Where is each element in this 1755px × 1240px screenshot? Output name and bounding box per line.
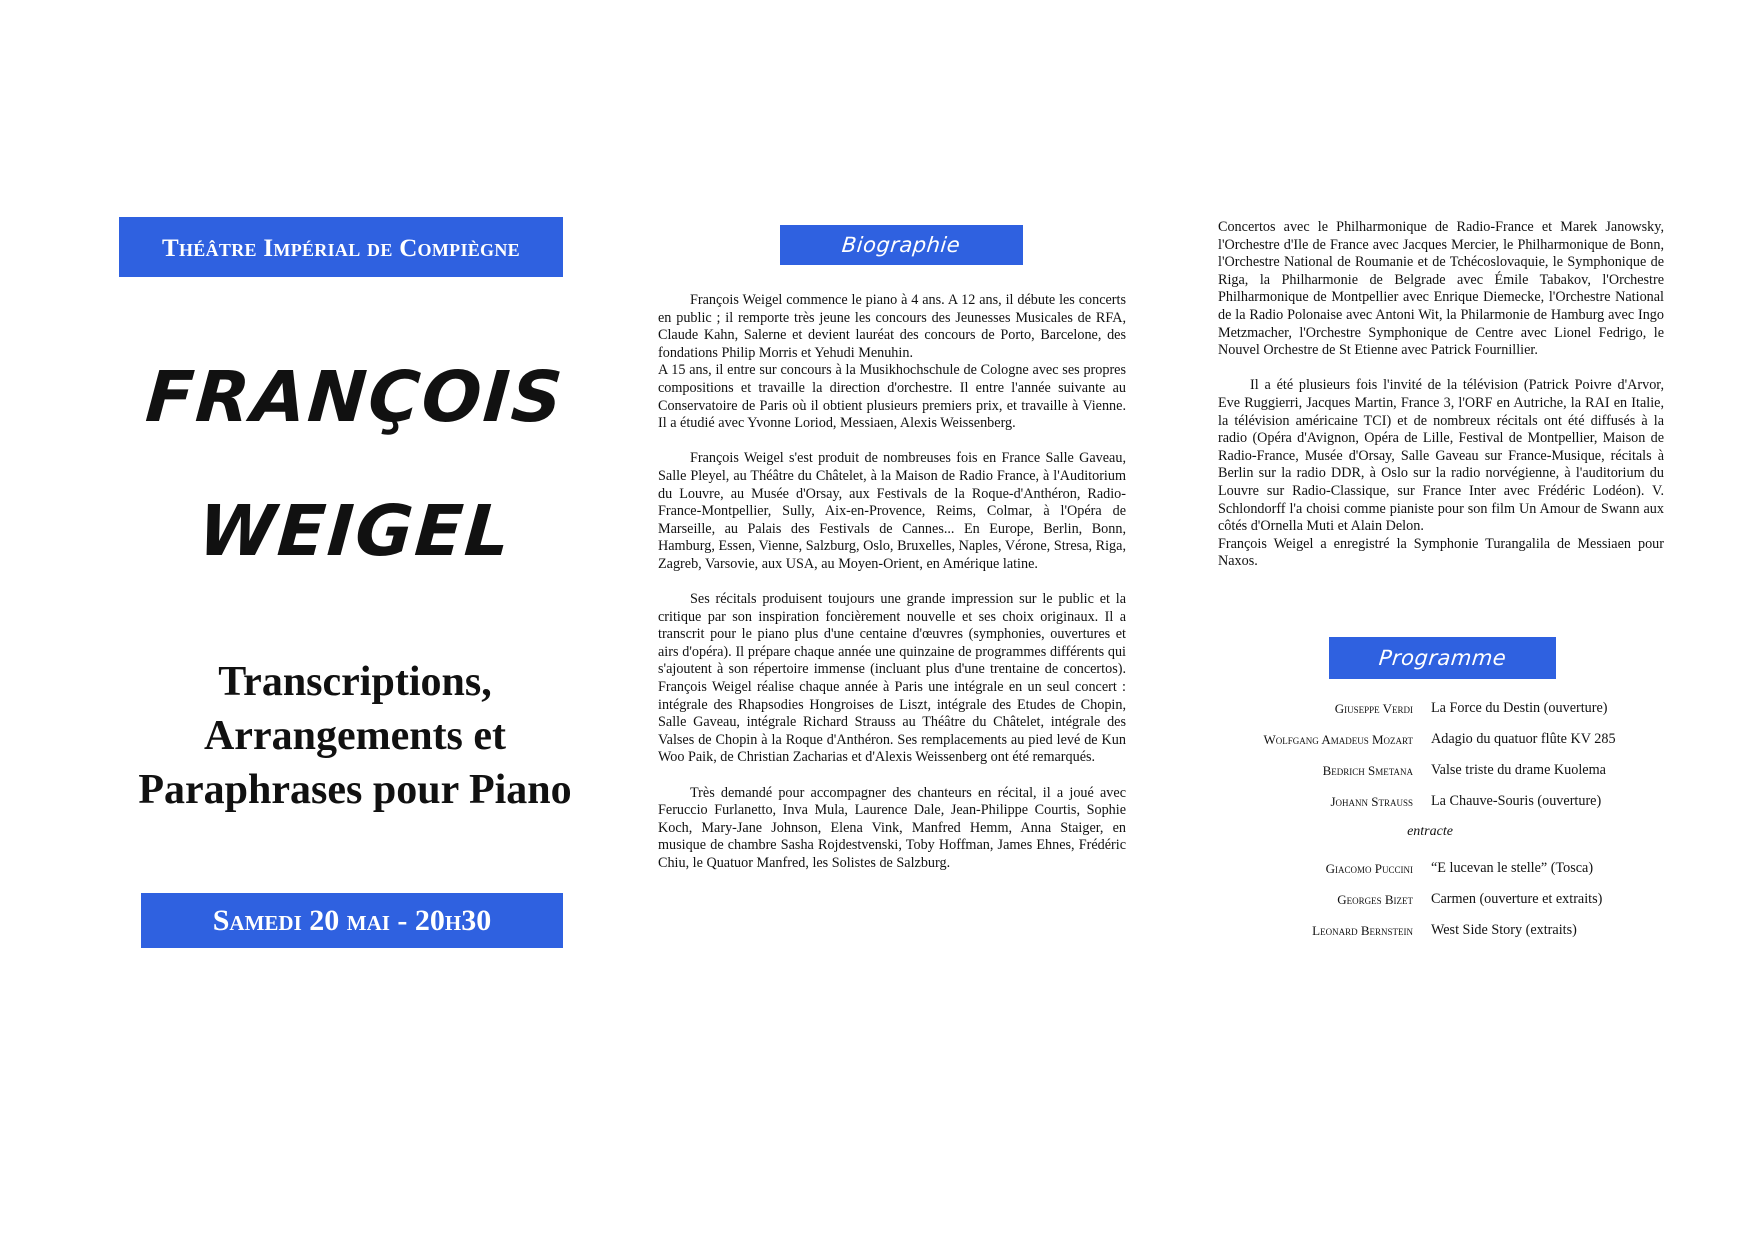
composer-name: Giuseppe Verdi bbox=[1334, 701, 1413, 716]
composer-name: Wolfgang Amadeus Mozart bbox=[1263, 732, 1413, 747]
work-title: Adagio du quatuor flûte KV 285 bbox=[1431, 731, 1616, 747]
work-title: Carmen (ouverture et extraits) bbox=[1431, 891, 1603, 907]
bio-paragraph: Très demandé pour accompagner des chanteurs en récital, il a joué avec Feruccio Furlanetto, Inva Mula, Laurence Dale, Jean-Philippe Courtis, Sophie Koch, Mary-Jane Johnson, Elena Vink, Manfred Hemm, Anna Staiger, en musique de chambre Sasha Rojdestvenski, Toby Hoffman, James Ehnes, Frédéric Chiu, le Quatuor Manfred, les Solistes de Salzburg. bbox=[658, 784, 1126, 871]
composer-name: Giacomo Puccini bbox=[1325, 861, 1413, 876]
subtitle-line: Transcriptions, bbox=[218, 659, 492, 705]
work-title: “E lucevan le stelle” (Tosca) bbox=[1431, 860, 1594, 876]
bio-paragraph: François Weigel s'est produit de nombreuses fois en France Salle Gaveau, Salle Pleyel, au Théâtre du Châtelet, à la Maison de Radio France, à l'Auditorium du Louvre, au Musée d'Orsay, aux Festivals de la Roque-d'Anthéron, Radio-France-Montpellier, Sully, Aix-en-Provence, Reims, Colmar, à l'Opéra de Marseille, au Palais des Festivals de Cannes... En Europe, Berlin, Bonn, Hamburg, Essen, Vienne, Salzburg, Oslo, Bruxelles, Naples, Vérone, Stresa, Riga, Zagreb, Varsovie, aux USA, au Moyen-Orient, en Amérique latine. bbox=[658, 450, 1126, 572]
biography-column-2 bbox=[1218, 219, 1664, 588]
programme-item bbox=[1200, 700, 1670, 731]
biography-column-1 bbox=[658, 292, 1126, 890]
performer-first-name: FRANÇOIS bbox=[143, 356, 567, 438]
programme-item bbox=[1200, 793, 1670, 824]
bio-paragraph: A 15 ans, il entre sur concours à la Musikhochschule de Cologne avec ses propres compositions et travaille la direction d'orchestre. Il entre l'année suivante au Conservatoire de Paris où il obtient plusieurs premiers prix, et travaille à Vienne. Il a étudié avec Yvonne Loriod, Messiaen, Alexis Weissenberg. bbox=[658, 362, 1126, 432]
work-title: Valse triste du drame Kuolema bbox=[1431, 762, 1606, 778]
bio-paragraph: Il a été plusieurs fois l'invité de la télévision (Patrick Poivre d'Arvor, Eve Ruggierri, Jacques Martin, France 3, l'ORF en Autriche, la RAI en Italie, la télévision américaine TCI) et de nombreux récitals ont été diffusés à la radio (Opéra d'Avignon, Opéra de Lille, Festival de Montpellier, Maison de Radio-France, Musée d'Orsay, Salle Gaveau sur France-Musique, récitals à Berlin sur la radio DDR, à Oslo sur la radio norvégienne, à l'auditorium du Louvre sur Radio-Classique, sur France Inter avec Frédéric Lodéon). V. Schlondorff l'a choisi comme pianiste pour son film Un Amour de Swann aux côtés d'Ornella Muti et Alain Delon. bbox=[1218, 377, 1664, 535]
bio-paragraph: Concertos avec le Philharmonique de Radio-France et Marek Janowsky, l'Orchestre d'Ile de France avec Jacques Mercier, le Philharmonique de Bonn, l'Orchestre National de Roumanie et de Tchécoslovaquie, le Symphonique de Riga, la Philharmonie de Belgrade avec Émile Tabakov, l'Orchestre Philharmonique de Montpellier avec Enrique Diemecke, l'Orchestre National de la Radio Polonaise avec Antoni Wit, la Philarmonie de Hamburg avec Ingo Metzmacher, l'Orchestre Symphonique de Centre avec Lionel Fedrigo, le Nouvel Orchestre de St Etienne avec Patrick Fournillier. bbox=[1218, 219, 1664, 359]
subtitle-line: Arrangements et bbox=[203, 713, 507, 759]
biography-heading bbox=[780, 225, 1023, 265]
composer-name: Georges Bizet bbox=[1337, 892, 1413, 907]
performer-last-name: WEIGEL bbox=[195, 490, 515, 572]
programme-item bbox=[1200, 762, 1670, 793]
concert-subtitle bbox=[100, 655, 610, 817]
programme-item bbox=[1200, 922, 1670, 953]
venue-name: Théâtre Impérial de Compiègne bbox=[162, 235, 520, 262]
programme-item bbox=[1200, 860, 1670, 891]
work-title: La Force du Destin (ouverture) bbox=[1431, 700, 1608, 716]
composer-name: Leonard Bernstein bbox=[1312, 923, 1413, 938]
programme-title: Programme bbox=[1377, 646, 1508, 670]
biography-title: Biographie bbox=[841, 233, 962, 257]
intermission-label: entracte bbox=[1407, 824, 1453, 839]
programme-item bbox=[1200, 891, 1670, 922]
work-title: West Side Story (extraits) bbox=[1431, 922, 1577, 938]
work-title: La Chauve-Souris (ouverture) bbox=[1431, 793, 1602, 809]
programme-heading bbox=[1329, 637, 1556, 679]
bio-paragraph: François Weigel a enregistré la Symphonie Turangalila de Messiaen pour Naxos. bbox=[1218, 535, 1664, 570]
programme-item bbox=[1200, 731, 1670, 762]
composer-name: Johann Strauss bbox=[1330, 794, 1413, 809]
venue-banner bbox=[119, 217, 563, 277]
date-banner bbox=[141, 893, 563, 948]
subtitle-line: Paraphrases pour Piano bbox=[138, 767, 572, 813]
programme-list bbox=[1200, 700, 1670, 953]
bio-paragraph: François Weigel commence le piano à 4 ans. A 12 ans, il débute les concerts en public ; il remporte très jeune les concours des Jeunesses Musicales de RFA, Claude Kahn, Salerne et devient lauréat des concours de Porto, Barcelone, des fondations Philip Morris et Yehudi Menuhin. bbox=[658, 292, 1126, 361]
concert-date: Samedi 20 mai - 20h30 bbox=[212, 903, 492, 937]
bio-paragraph: Ses récitals produisent toujours une grande impression sur le public et la critique par son inspiration foncièrement nouvelle et ses choix originaux. Il a transcrit pour le piano plus d'une centaine d'œuvres (symphonies, ouvertures et airs d'opéra). Il prépare chaque année une quinzaine de programmes différents qui s'ajoutent à son répertoire immense (incluant plus d'une trentaine de concertos). François Weigel réalise chaque année à Paris une intégrale en un seul concert : intégrale des Rhapsodies Hongroises de Liszt, intégrale des Etudes de Chopin, Salle Gaveau, intégrale Richard Strauss au Théâtre du Châtelet, intégrale des Valses de Chopin à la Roque d'Anthéron. Ses remplacements au pied levé de Kun Woo Paik, de Christian Zacharias et d'Alexis Weissenberg ont été remarqués. bbox=[658, 591, 1126, 766]
composer-name: Bedrich Smetana bbox=[1322, 763, 1413, 778]
